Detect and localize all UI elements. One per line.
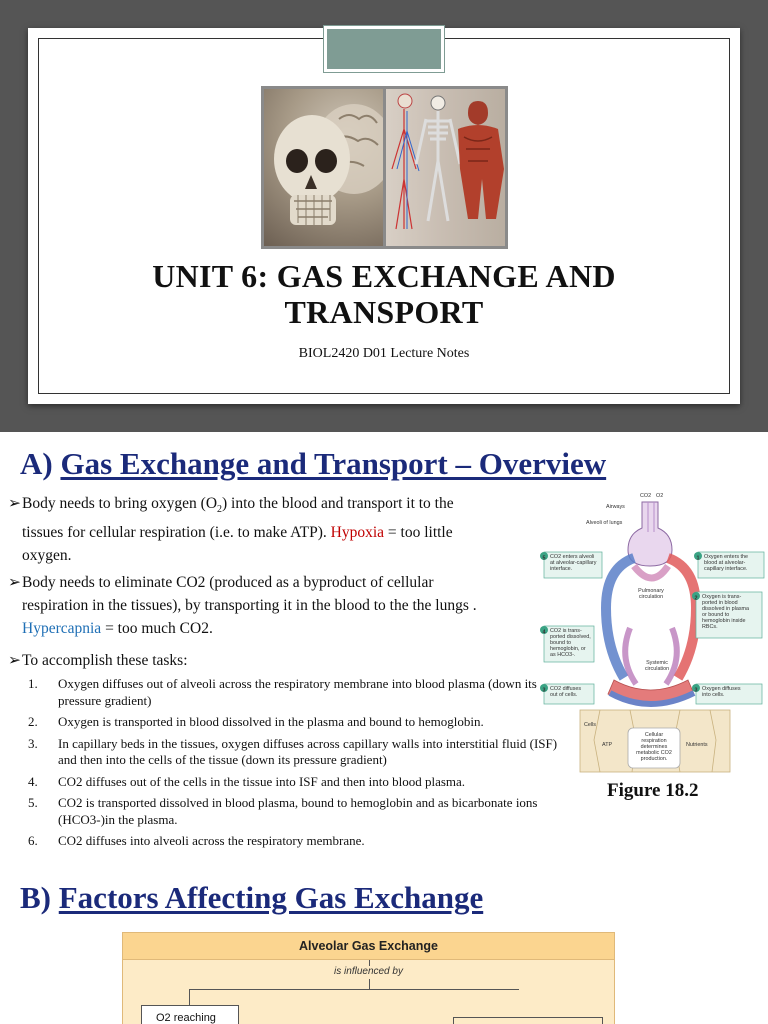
figure-callout-text: RBCs.: [702, 624, 718, 630]
factors-heading-title: Factors Affecting Gas Exchange: [58, 880, 484, 915]
figure-callout-number: 2: [694, 595, 698, 602]
alveolar-gas-exchange-concept-map: [122, 932, 615, 1024]
figure-callout-text: ported in blood: [702, 600, 738, 606]
bullet-tasks: [8, 649, 553, 672]
overview-heading-prefix: A): [20, 446, 61, 481]
figure-callout-text: CO2 is trans-: [550, 628, 582, 634]
step-item: [28, 676, 558, 709]
figure-caption: Figure 18.2: [607, 780, 699, 801]
factors-heading: [20, 880, 483, 916]
concept-map-connector: [189, 989, 519, 990]
figure-callout-text: at alveolar-capillary: [550, 560, 597, 566]
figure-label-cellular-respiration: Cellular: [644, 732, 664, 738]
figure-label-nutrients: Nutrients: [686, 742, 708, 748]
figure-callout-number: 3: [694, 687, 698, 694]
bullet-co2-text-c: = too much CO2.: [101, 620, 213, 637]
step-text: In capillary beds in the tissues, oxygen diffuses across capillary walls into interstitial fluid (ISF) and then into the cells of the tissue (down its pressure gradient): [58, 735, 558, 767]
figure-callout-text: CO2 diffuses: [550, 686, 582, 692]
figure-label-alveoli: Alveoli of lungs: [586, 520, 623, 526]
figure-callout-text: ported dissolved,: [550, 634, 591, 640]
figure-label-cellular-respiration: production.: [640, 756, 668, 762]
figure-label-pulmonary: circulation: [638, 594, 664, 600]
step-text: Oxygen is transported in blood dissolved in the plasma and bound to hemoglobin.: [58, 714, 484, 729]
unit-title: [28, 258, 740, 330]
figure-label-cellular-respiration: metabolic CO2: [636, 750, 672, 756]
step-number: 1.: [28, 676, 38, 691]
step-item: [28, 833, 558, 850]
factors-slide: [0, 872, 768, 1024]
bullet-tasks-text: To accomplish these tasks:: [22, 652, 188, 669]
figure-callout-number: 4: [542, 629, 546, 636]
figure-label-cells: Cells: [584, 722, 596, 728]
figure-callout-text: dissolved in plasma: [702, 606, 750, 612]
title-slide-tab-decoration: [324, 26, 444, 72]
step-number: 5.: [28, 795, 38, 810]
figure-callout-text: as HCO3-.: [550, 652, 576, 658]
anatomy-title-image: [261, 86, 508, 249]
figure-label-pulmonary: Pulmonary: [638, 588, 664, 594]
step-item: [28, 795, 558, 828]
figure-callout-text: CO2 enters alveoli: [550, 554, 595, 560]
figure-callout-text: or bound to: [702, 612, 730, 618]
figure-callout-text: hemoglobin, or: [550, 646, 586, 652]
arrow-bullet-icon: ➢: [8, 652, 21, 669]
bullet-co2-text-a: Body needs to eliminate CO2 (produced as a byproduct of cellular: [22, 574, 434, 591]
figure-label-co2-top: CO2: [640, 493, 652, 499]
gas-exchange-diagram: [540, 488, 768, 778]
figure-callout-text: into cells.: [702, 692, 725, 698]
bullet-oxygen-text-a: Body needs to bring oxygen (O: [22, 495, 218, 512]
bullet-co2-text-b: respiration in the tissues), by transporting it in the blood to the the lungs .: [22, 597, 477, 614]
figure-label-cellular-respiration: determines: [640, 744, 668, 750]
step-text: Oxygen diffuses out of alveoli across the respiratory membrane into blood plasma (down its pressure gradient): [58, 676, 537, 708]
figure-callout-text: hemoglobin inside: [702, 618, 746, 624]
term-hypercapnia: Hypercapnia: [22, 620, 102, 637]
step-item: [28, 774, 558, 791]
bullet-oxygen-text-c: tissues for cellular respiration (i.e. to make ATP).: [22, 524, 331, 542]
overview-heading-title: Gas Exchange and Transport – Overview: [60, 446, 607, 481]
figure-callout-number: 5: [542, 555, 546, 562]
concept-map-connector: [369, 979, 370, 989]
unit-subtitle: BIOL2420 D01 Lecture Notes: [298, 346, 470, 361]
figure-callout-text: capillary interface.: [704, 566, 748, 572]
arrow-bullet-icon: ➢: [8, 574, 21, 591]
title-slide-card: [28, 28, 740, 404]
figure-callout-text: bound to: [550, 640, 571, 646]
figure-callout-text: interface.: [550, 566, 573, 572]
figure-callout-text: blood at alveolar-: [704, 560, 746, 566]
bullet-oxygen-subscript: 2: [217, 504, 223, 516]
figure-label-cellular-respiration: respiration: [641, 738, 667, 744]
concept-map-header: Alveolar Gas Exchange: [123, 933, 614, 960]
step-text: CO2 diffuses into alveoli across the respiratory membrane.: [58, 833, 365, 848]
gas-exchange-steps-list: [28, 676, 558, 855]
figure-callout-text: Oxygen diffuses: [702, 686, 741, 692]
figure-label-systemic: Systemic: [646, 660, 668, 666]
term-hypoxia: Hypoxia: [330, 524, 385, 542]
figure-label-airways: Airways: [606, 504, 625, 510]
overview-slide: [0, 432, 768, 872]
bullet-co2: [8, 571, 553, 640]
skull-brain-image: [264, 89, 383, 246]
step-number: 2.: [28, 714, 38, 729]
body-systems-image: [386, 89, 505, 246]
step-item: [28, 736, 558, 769]
step-item: [28, 714, 558, 731]
step-text: CO2 diffuses out of the cells in the tissue into ISF and then into blood plasma.: [58, 773, 466, 789]
concept-map-connector: [369, 960, 370, 966]
unit-title-line2: TRANSPORT: [284, 294, 484, 330]
bullet-oxygen: [8, 492, 553, 567]
figure-callout-number: 1: [696, 555, 700, 562]
step-number: 3.: [28, 735, 38, 751]
step-text: CO2 is transported dissolved in blood plasma, bound to hemoglobin and as bicarbonate ions (HCO3-)in the plasma.: [58, 795, 538, 827]
concept-map-influenced-label: is influenced by: [334, 966, 403, 977]
figure-label-o2-top: O2: [656, 493, 664, 499]
concept-map-box-second: [453, 1017, 603, 1024]
figure-callout-text: Oxygen is trans-: [702, 594, 742, 600]
step-number: 6.: [28, 833, 38, 848]
figure-label-systemic: circulation: [644, 666, 670, 672]
figure-label-atp: ATP: [602, 742, 613, 748]
step-number: 4.: [28, 773, 38, 789]
concept-map-connector: [189, 989, 190, 1005]
bullet-oxygen-text-d: = too little: [384, 524, 453, 542]
title-slide: [0, 0, 768, 432]
figure-callout-number: 3: [542, 687, 546, 694]
gas-exchange-figure: [540, 488, 768, 798]
unit-title-line1: UNIT 6: GAS EXCHANGE AND: [152, 258, 616, 294]
factors-heading-prefix: B): [20, 880, 59, 915]
figure-callout-text: out of cells.: [550, 692, 578, 698]
arrow-bullet-icon: ➢: [8, 495, 21, 512]
overview-heading: [20, 446, 606, 482]
concept-map-box-o2-reaching: O2 reaching: [141, 1005, 239, 1024]
bullet-oxygen-text-e: oxygen.: [22, 547, 72, 565]
bullet-oxygen-text-b: ) into the blood and transport it to the: [222, 495, 454, 512]
figure-callout-text: Oxygen enters the: [704, 554, 749, 560]
